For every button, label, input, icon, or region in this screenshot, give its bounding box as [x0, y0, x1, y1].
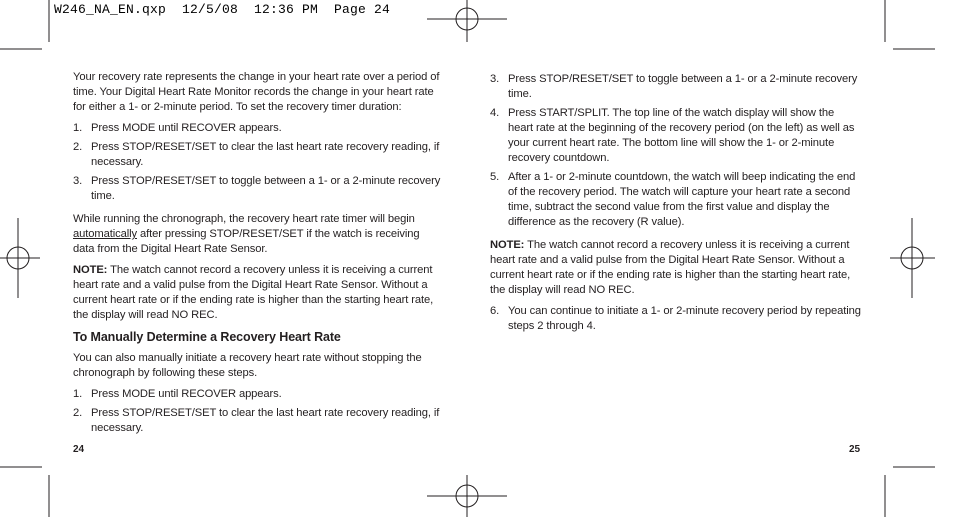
list-item: 1. Press MODE until RECOVER appears.: [73, 122, 282, 134]
final-step: [490, 304, 862, 334]
chronograph-paragraph: While running the chronograph, the recovery heart rate timer will begin automatically after pressing STOP/RESET/SET if the watch is receiving data from the Digital Heart Rate Sensor.: [73, 213, 420, 255]
page-number-left: 24: [73, 444, 85, 455]
list-item: 3. Press STOP/RESET/SET to toggle between a 1- or a 2-minute recovery time.: [73, 175, 441, 202]
right-page-column: [490, 70, 862, 342]
intro-paragraph: Your recovery rate represents the change in your heart rate over a period of time. Your Digital Heart Rate Monitor records the change in your heart rate for either a 1- or 2-minute period. To set the recovery timer duration:: [73, 71, 440, 113]
note-paragraph: NOTE: The watch cannot record a recovery unless it is receiving a current heart rate and a valid pulse from the Digital Heart Rate Sensor. Without a current heart rate or if the ending rate is higher than the starting heart rate, the display will read NO REC.: [490, 239, 851, 296]
list-item: 5. After a 1- or 2-minute countdown, the watch will beep indicating the end of the recovery period. The watch will capture your heart rate a second time, subtract the second value from the first value and display the difference as the recovery (R value).: [490, 171, 856, 228]
registration-mark-bottom: [427, 475, 507, 517]
manual-intro-paragraph: You can also manually initiate a recovery heart rate without stopping the chronograph by following these steps.: [73, 352, 422, 379]
list-item: 4. Press START/SPLIT. The top line of the watch display will show the heart rate at the beginning of the recovery period (on the left) as well as your current heart rate. The bottom line will show the 1- or 2-minute recovery countdown.: [490, 107, 855, 164]
note-label: NOTE:: [490, 239, 525, 251]
registration-mark-right: [890, 218, 935, 298]
left-page-column: [73, 70, 443, 444]
page-number-right: 25: [849, 444, 861, 455]
slug-line: W246_NA_EN.qxp 12/5/08 12:36 PM Page 24: [54, 2, 391, 17]
section-heading: To Manually Determine a Recovery Heart Rate: [73, 330, 341, 344]
recovery-timer-steps: [73, 121, 443, 204]
note-paragraph: NOTE: The watch cannot record a recovery unless it is receiving a current heart rate and a valid pulse from the Digital Heart Rate Sensor. Without a current heart rate or if the ending rate is higher than the starting heart rate, the display will read NO REC.: [73, 264, 434, 321]
registration-mark-top: [427, 0, 507, 42]
manual-recovery-steps-continued: [490, 72, 862, 230]
manual-recovery-steps: [73, 387, 443, 436]
list-item: 2. Press STOP/RESET/SET to clear the last heart rate recovery reading, if necessary.: [73, 141, 440, 168]
list-item: 2. Press STOP/RESET/SET to clear the last heart rate recovery reading, if necessary.: [73, 407, 440, 434]
registration-mark-left: [0, 218, 40, 298]
emphasis-automatically: automatically: [73, 228, 137, 240]
note-label: NOTE:: [73, 264, 108, 276]
list-item: 3. Press STOP/RESET/SET to toggle between a 1- or a 2-minute recovery time.: [490, 73, 858, 100]
list-item: 1. Press MODE until RECOVER appears.: [73, 388, 282, 400]
list-item: 6. You can continue to initiate a 1- or 2-minute recovery period by repeating steps 2 through 4.: [490, 305, 861, 332]
